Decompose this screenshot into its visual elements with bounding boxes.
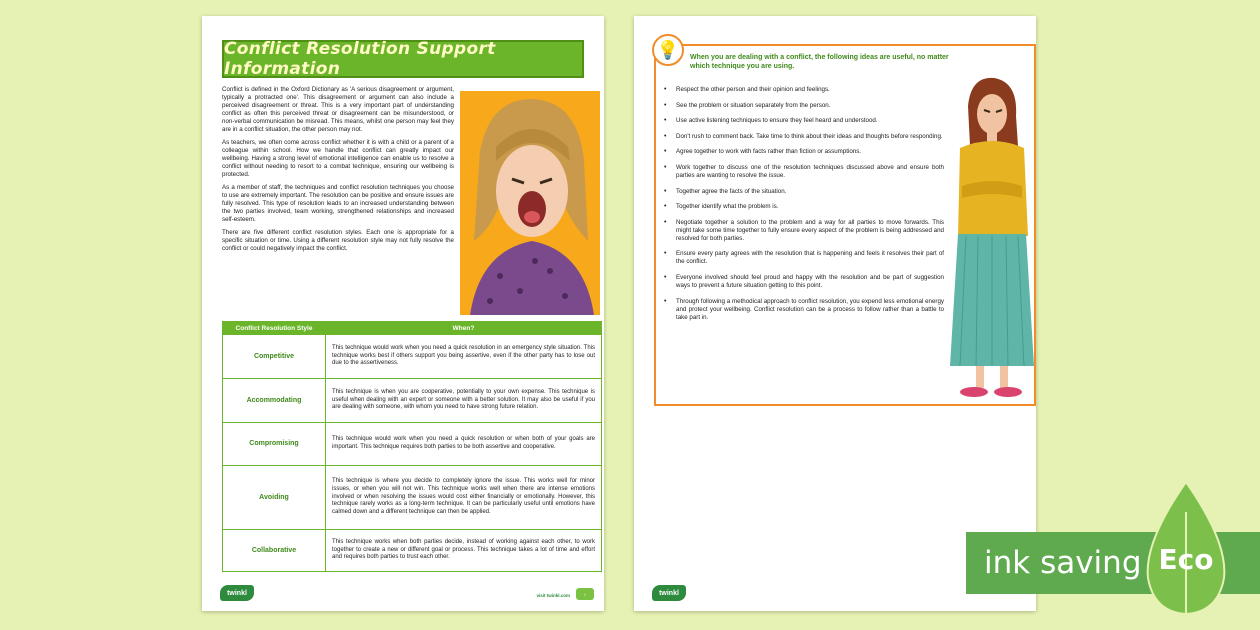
- list-item: • Agree together to work with facts rather than fiction or assumptions.: [662, 148, 944, 156]
- lightbulb-icon: 💡: [652, 34, 684, 66]
- right-page: [634, 16, 1036, 611]
- table-row: [223, 423, 602, 466]
- title-banner: [222, 40, 584, 78]
- intro-text: [222, 86, 454, 258]
- twinkl-logo: twinkl: [652, 585, 686, 601]
- list-item: • Ensure every party agrees with the resolution that is happening and feels it resolves their part of the conflict.: [662, 250, 944, 266]
- tips-heading: When you are dealing with a conflict, the following ideas are useful, no matter which technique you are using.: [690, 54, 949, 70]
- ink-saving-text: ink saving: [984, 545, 1142, 581]
- style-name: Competitive: [223, 335, 326, 379]
- table-header: Conflict Resolution Style: [223, 322, 326, 335]
- page-title: Conflict Resolution Support Information: [224, 39, 496, 79]
- left-page: [202, 16, 604, 611]
- intro-paragraph: Conflict is defined in the Oxford Dictionary as 'A serious disagreement or argument, typically a protracted one'. This disagreement or argument can also include a perceived disagreement or threat. This is a very important part of understanding conflict as often this perceived threat or disagreement can be misunderstood, or non-verbal communication be misread. This means, whilst one person may feel they are in a conflict situation, the other person may not.: [222, 86, 454, 133]
- style-description: This technique is where you decide to completely ignore the issue. This works well for minor issues, or when you will not win. This technique works well when there are intense emotions involved or when resolving the issues would cost either financially or emotionally. However, this technique rarely works as a long-term technique. It can be particularly useful until emotions have calmed down and a different technique can then be applied.: [326, 466, 602, 530]
- list-item: • See the problem or situation separately from the person.: [662, 102, 944, 110]
- style-description: This technique would work when you need a quick resolution or when both of your goals are important. This technique requires both parties to be both assertive and cooperative.: [326, 423, 602, 466]
- style-name: Avoiding: [223, 466, 326, 530]
- eco-label: Eco: [1158, 543, 1214, 576]
- list-item: • Work together to discuss one of the resolution techniques discussed above and ensure both parties are wanting to resolve the issue.: [662, 164, 944, 180]
- style-name: Compromising: [223, 423, 326, 466]
- table-row: [223, 379, 602, 423]
- partner-logo: ✓: [576, 588, 594, 600]
- list-item: • Everyone involved should feel proud and happy with the resolution and be part of suggestion ways to prevent a future situation getting to this point.: [662, 274, 944, 290]
- table-header: When?: [326, 322, 602, 335]
- style-description: This technique is when you are cooperative, potentially to your own expense. This technique is useful when dealing with an expert or someone with a better solution. It may also be useful if you are dealing with someone, with whom you need to have strong future relation.: [326, 379, 602, 423]
- woman-illustration-icon: [946, 76, 1036, 416]
- tips-list: [662, 86, 944, 329]
- list-item: • Use active listening techniques to ensure they feel heard and understood.: [662, 117, 944, 125]
- intro-paragraph: There are five different conflict resolution styles. Each one is appropriate for a specific situation or time. Using a different resolution style may not fully resolve the conflict or could negatively impact the conflict.: [222, 229, 454, 252]
- style-name: Accommodating: [223, 379, 326, 423]
- angry-child-icon: [460, 91, 600, 315]
- list-item: • Through following a methodical approach to conflict resolution, you expend less emotional energy and protect your wellbeing. Conflict resolution can be a process to follow rather than a battle to take part in.: [662, 298, 944, 322]
- table-row: [223, 466, 602, 530]
- table-row: [223, 530, 602, 572]
- intro-paragraph: As a member of staff, the techniques and conflict resolution techniques you choose to use are extremely important. The resolution can be positive and ensure issues are fully resolved. This type of resolution leads to an increased understanding between the two parties involved, team working, strengthened relationships and increased self-esteem.: [222, 184, 454, 223]
- style-description: This technique works when both parties decide, instead of working against each other, to work together to create a new or different goal or process. This technique takes a lot of time and effort and requires both parties to trust each other.: [326, 530, 602, 572]
- visit-link: visit twinkl.com: [536, 593, 570, 598]
- intro-paragraph: As teachers, we often come across conflict whether it is with a child or a parent of a colleague within school. How we handle that conflict can greatly impact our wellbeing. Having a strong level of emotional intelligence can enable us to resolve a conflict without needing to resort to a combat technique, ensuring our wellbeing is protected.: [222, 139, 454, 178]
- list-item: • Together agree the facts of the situation.: [662, 188, 944, 196]
- resolution-styles-table: [222, 321, 602, 572]
- table-row: [223, 335, 602, 379]
- list-item: • Don't rush to comment back. Take time to think about their ideas and thoughts before responding.: [662, 133, 944, 141]
- list-item: • Respect the other person and their opinion and feelings.: [662, 86, 944, 94]
- style-description: This technique would work when you need a quick resolution in an emergency style situation. This technique works best if others support you being assertive, even if the other party has to lose out due to the assertiveness.: [326, 335, 602, 379]
- table-header-row: [223, 322, 602, 335]
- style-name: Collaborative: [223, 530, 326, 572]
- list-item: • Negotiate together a solution to the problem and a way for all parties to move forwards. This might take some time together to fully ensure every aspect of the problem is being addressed and resolved for both parties.: [662, 219, 944, 243]
- angry-child-illustration: [460, 91, 600, 315]
- twinkl-logo: twinkl: [220, 585, 254, 601]
- list-item: • Together identify what the problem is.: [662, 203, 944, 211]
